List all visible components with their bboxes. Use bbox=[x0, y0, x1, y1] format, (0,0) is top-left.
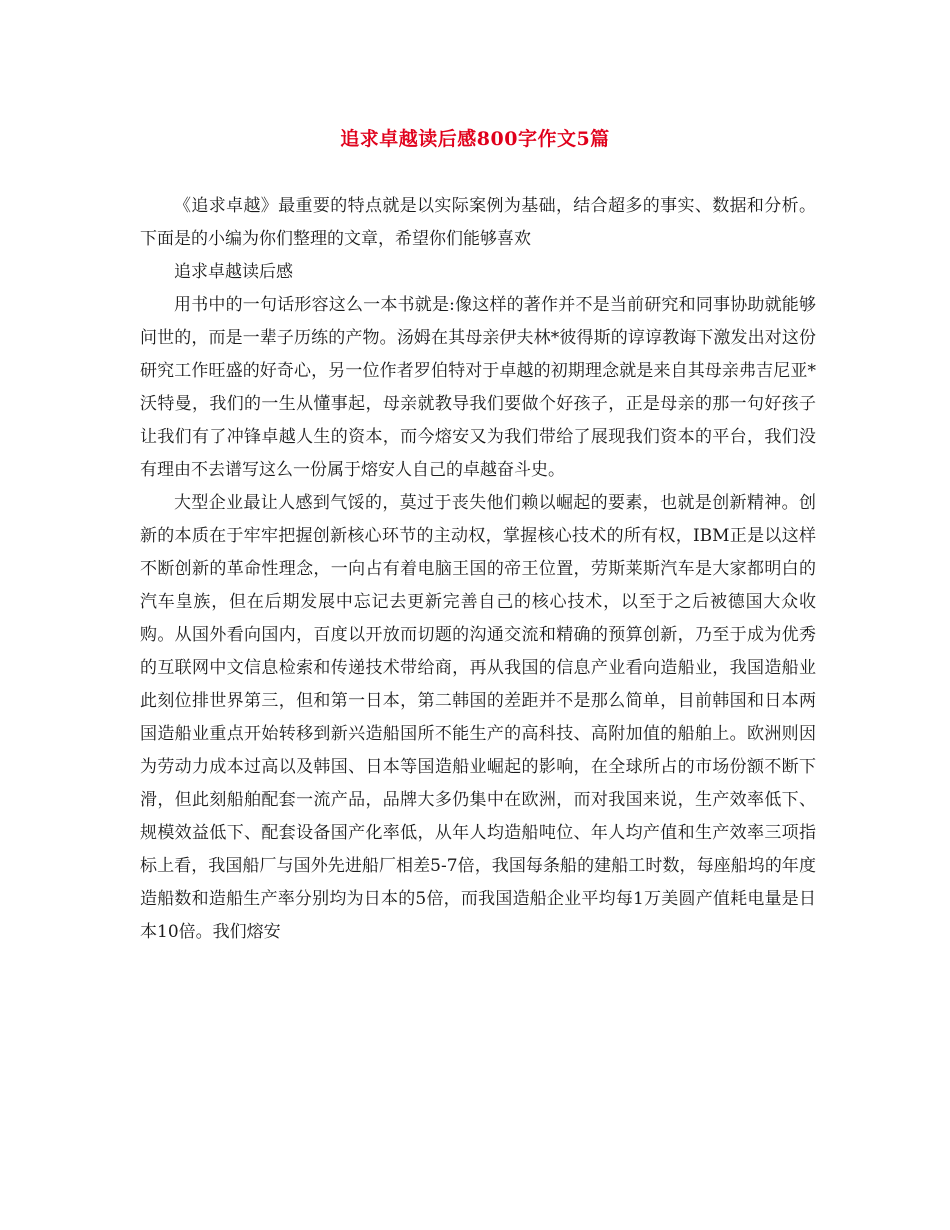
paragraph-body-1: 用书中的一句话形容这么一本书就是:像这样的著作并不是当前研究和同事协助就能够问世的，而是一辈子历练的产物。汤姆在其母亲伊夫林*彼得斯的谆谆教诲下激发出对这份研究工作旺盛的好奇心，另一位作者罗伯特对于卓越的初期理念就是来自其母亲弗吉尼亚*沃特曼，我们的一生从懂事起，母亲就教导我们要做个好孩子，正是母亲的那一句好孩子让我们有了冲锋卓越人生的资本，而今熔安又为我们带给了展现我们资本的平台，我们没有理由不去谱写这么一份属于熔安人自己的卓越奋斗史。 bbox=[140, 295, 816, 480]
paragraph-intro: 《追求卓越》最重要的特点就是以实际案例为基础，结合超多的事实、数据和分析。下面是的小编为你们整理的文章，希望你们能够喜欢 bbox=[140, 196, 816, 249]
document-body bbox=[140, 190, 816, 949]
paragraph-subheading: 追求卓越读后感 bbox=[174, 262, 293, 282]
paragraph-body-2: 大型企业最让人感到气馁的，莫过于丧失他们赖以崛起的要素，也就是创新精神。创新的本质在于牢牢把握创新核心环节的主动权，掌握核心技术的所有权，IBM正是以这样不断创新的革命性理念，一向占有着电脑王国的帝王位置，劳斯莱斯汽车是大家都明白的汽车皇族，但在后期发展中忘记去更新完善自己的核心技术，以至于之后被德国大众收购。从国外看向国内，百度以开放而切题的沟通交流和精确的预算创新，乃至于成为优秀的互联网中文信息检索和传递技术带给商，再从我国的信息产业看向造船业，我国造船业此刻位排世界第三，但和第一日本，第二韩国的差距并不是那么简单，目前韩国和日本两国造船业重点开始转移到新兴造船国所不能生产的高科技、高附加值的船舶上。欧洲则因为劳动力成本过高以及韩国、日本等国造船业崛起的影响，在全球所占的市场份额不断下滑，但此刻船舶配套一流产品，品牌大多仍集中在欧洲，而对我国来说，生产效率低下、规模效益低下、配套设备国产化率低，从年人均造船吨位、年人均产值和生产效率三项指标上看，我国船厂与国外先进船厂相差5-7倍，我国每条船的建船工时数，每座船坞的年度造船数和造船生产率分别均为日本的5倍，而我国造船企业平均每1万美圆产值耗电量是日本10倍。我们熔安 bbox=[140, 493, 816, 942]
document-title: 追求卓越读后感800字作文5篇 bbox=[340, 128, 610, 150]
